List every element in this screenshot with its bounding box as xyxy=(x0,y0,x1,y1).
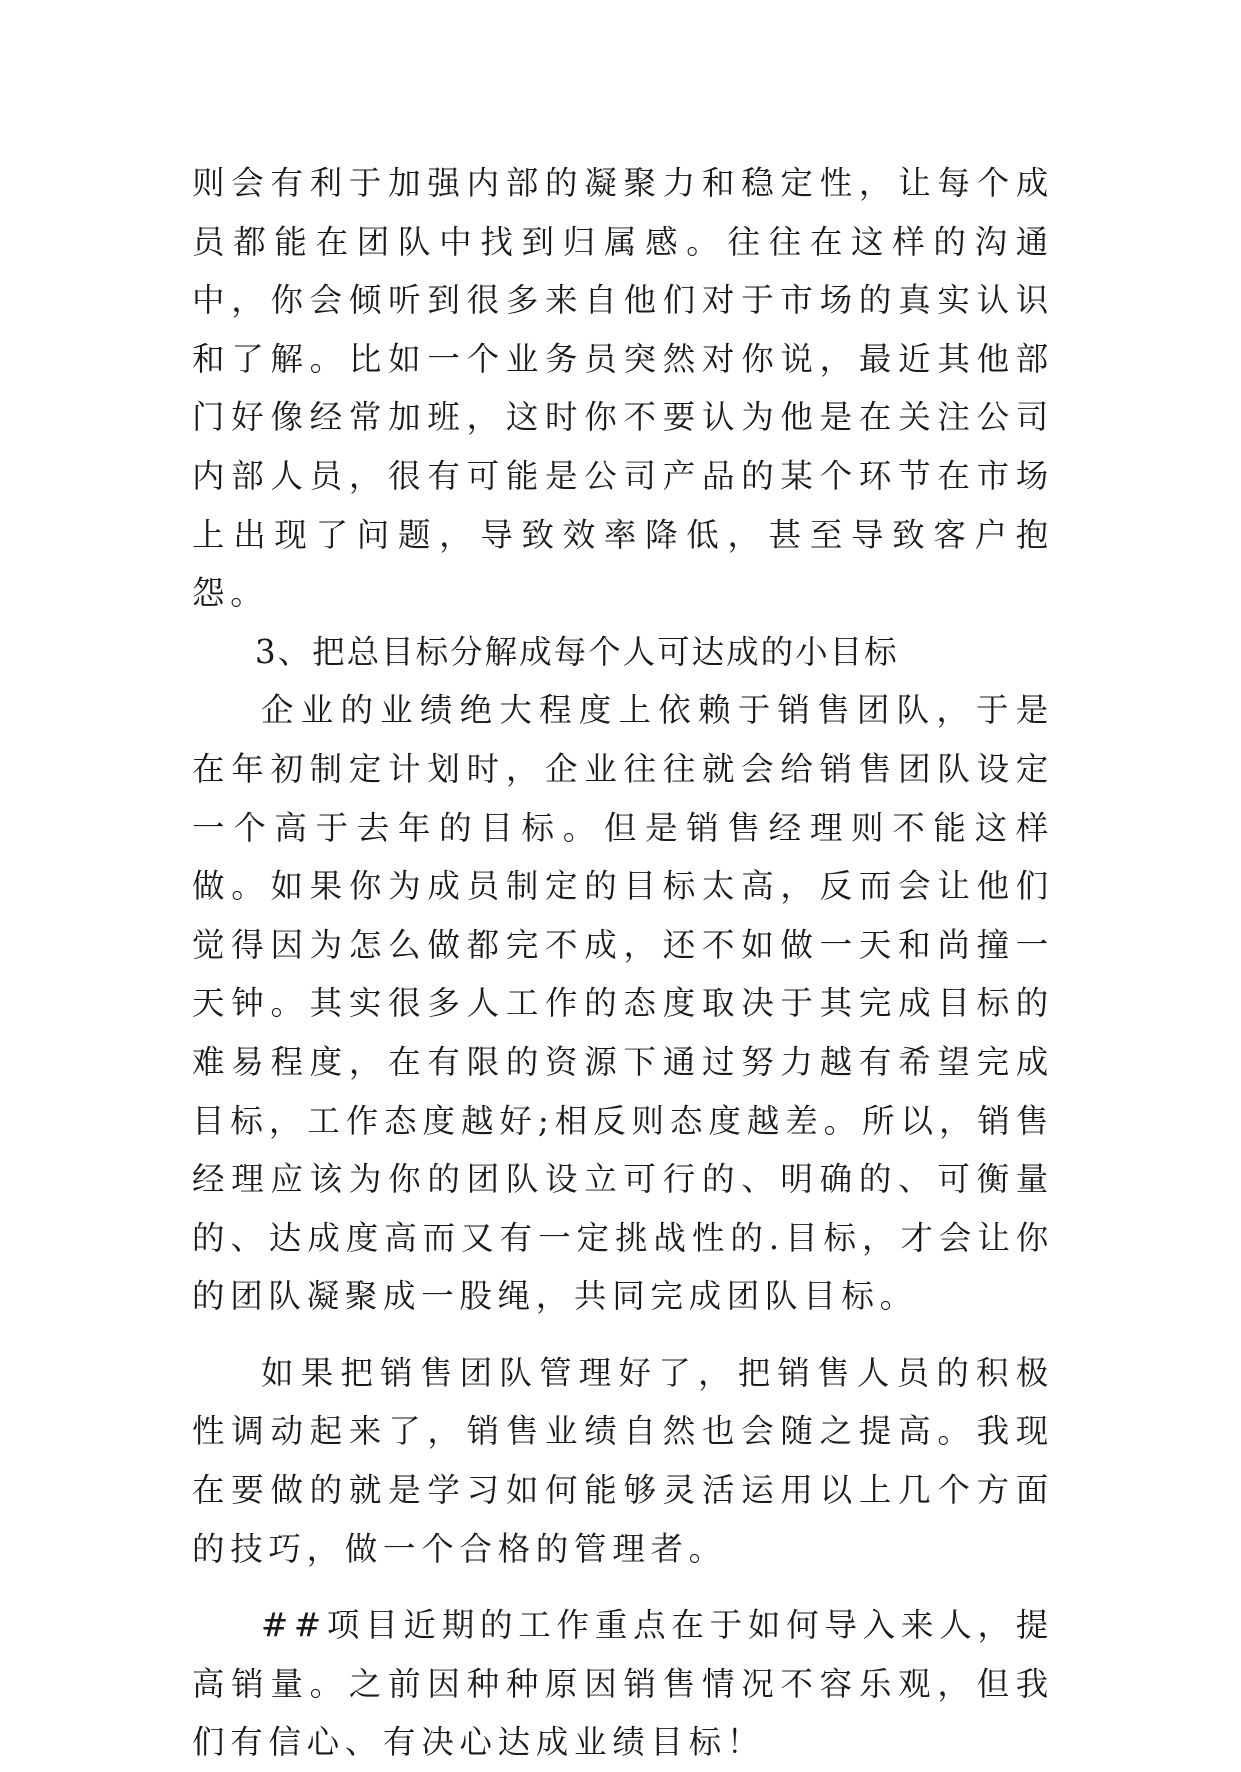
paragraph-sales-targets: 企业的业绩绝大程度上依赖于销售团队，于是在年初制定计划时，企业往往就会给销售团队设定一个高于去年的目标。但是销售经理则不能这样做。如果你为成员制定的目标太高，反而会让他们觉得因为怎么做都完不成，还不如做一天和尚撞一天钟。其实很多人工作的态度取决于其完成目标的难易程度，在有限的资源下通过努力越有希望完成目标，工作态度越好;相反则态度越差。所以，销售经理应该为你的团队设立可行的、明确的、可衡量的、达成度高而又有一定挑战性的.目标，才会让你的团队凝聚成一股绳，共同完成团队目标。 xyxy=(192,691,1054,1316)
section-heading-3: 3、把总目标分解成每个人可达成的小目标 xyxy=(255,632,899,671)
paragraph-team-management: 如果把销售团队管理好了，把销售人员的积极性调动起来了，销售业绩自然也会随之提高。我现在要做的就是学习如何能够灵活运用以上几个方面的技巧，做一个合格的管理者。 xyxy=(192,1353,1054,1568)
document-body xyxy=(192,154,1054,1772)
paragraph-continuation: 则会有利于加强内部的凝聚力和稳定性，让每个成员都能在团队中找到归属感。往往在这样的沟通中，你会倾听到很多来自他们对于市场的真实认识和了解。比如一个业务员突然对你说，最近其他部门好像经常加班，这时你不要认为他是在关注公司内部人员，很有可能是公司产品的某个环节在市场上出现了问题，导致效率降低，甚至导致客户抱怨。 xyxy=(192,164,1054,613)
paragraph-project-focus: ##项目近期的工作重点在于如何导入来人，提高销量。之前因种种原因销售情况不容乐观，但我们有信心、有决心达成业绩目标！ xyxy=(192,1606,1054,1762)
